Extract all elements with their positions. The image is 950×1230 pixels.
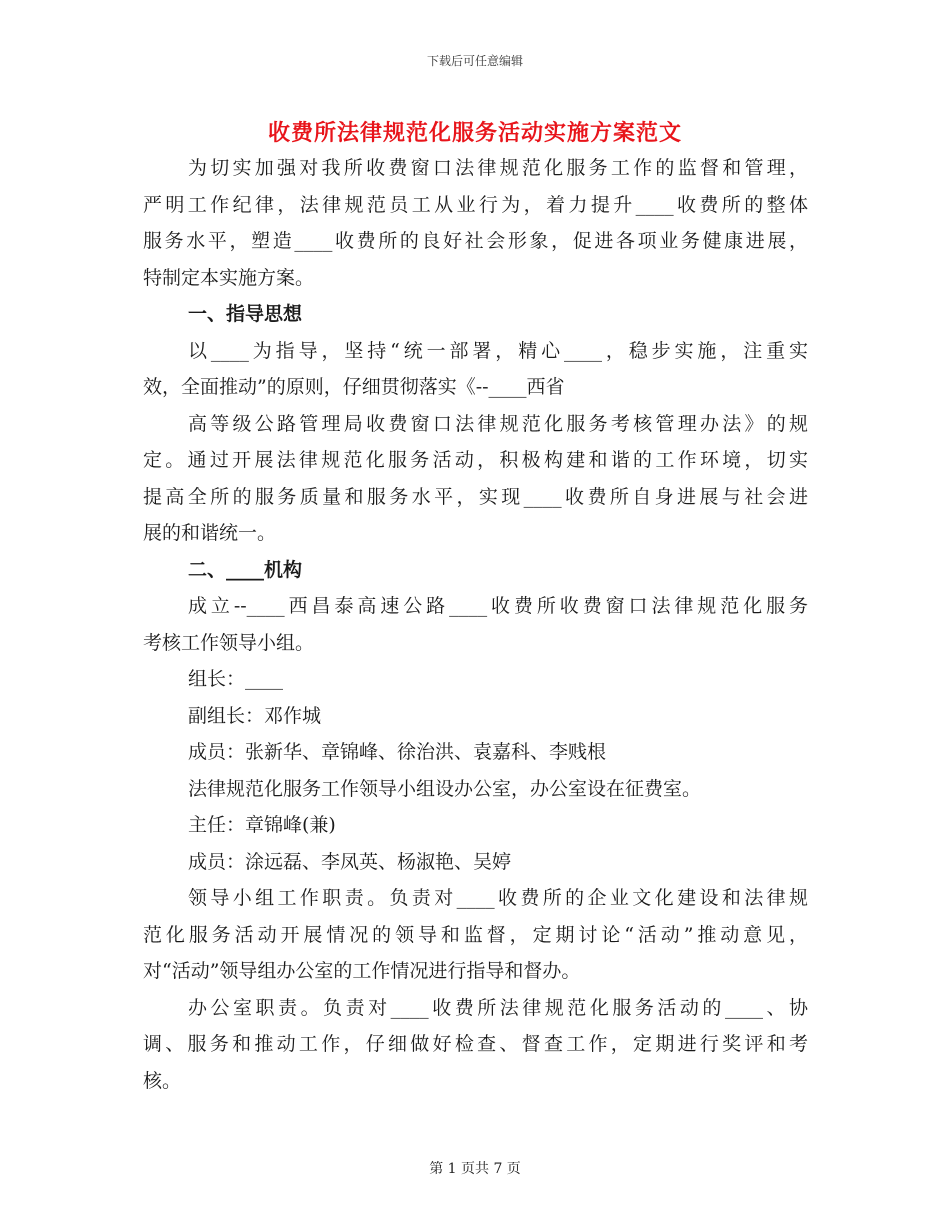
- members-line: 成员：张新华、章锦峰、徐治洪、袁嘉科、李贱根: [188, 741, 607, 763]
- paragraph-line: 高等级公路管理局收费窗口法律规范化服务考核管理办法》的规: [188, 412, 808, 435]
- document-title: 收费所法律规范化服务活动实施方案范文: [267, 120, 682, 146]
- paragraph-line: 服务水平，塑造____收费所的良好社会形象，促进各项业务健康进展，: [143, 230, 808, 252]
- paragraph-line: 为切实加强对我所收费窗口法律规范化服务工作的监督和管理，: [188, 157, 808, 179]
- paragraph-line: 办公室职责。负责对____收费所法律规范化服务活动的____、协: [188, 996, 808, 1019]
- paragraph-line: 考核工作领导小组。: [143, 631, 315, 654]
- paragraph-line: 提高全所的服务质量和服务水平，实现____收费所自身进展与社会进: [143, 485, 808, 508]
- paragraph-line: 调、服务和推动工作，仔细做好检查、督查工作，定期进行奖评和考: [143, 1033, 808, 1055]
- header-note: 下载后可任意编辑: [426, 54, 523, 68]
- paragraph-line: 以____为指导，坚持“统一部署，精心____，稳步实施，注重实: [188, 339, 808, 362]
- paragraph-line: 法律规范化服务工作领导小组设办公室，办公室设在征费室。: [188, 777, 702, 800]
- paragraph-line: 严明工作纪律，法律规范员工从业行为，着力提升____收费所的整体: [143, 193, 808, 216]
- page-number: 第 1 页共 7 页: [429, 1161, 521, 1177]
- paragraph-line: 定。通过开展法律规范化服务活动，积极构建和谐的工作环境，切实: [143, 449, 808, 471]
- paragraph-line: 核。: [143, 1069, 182, 1092]
- paragraph-line: 对“活动”领导组办公室的工作情况进行指导和督办。: [143, 960, 581, 982]
- office-members-line: 成员：涂远磊、李凤英、杨淑艳、吴婷: [188, 850, 512, 873]
- paragraph-line: 范化服务活动开展情况的领导和监督，定期讨论“活动”推动意见，: [143, 923, 808, 946]
- paragraph-line: 特制定本实施方案。: [143, 266, 315, 289]
- team-leader-line: 组长：____: [188, 668, 284, 690]
- paragraph-line: 领导小组工作职责。负责对____收费所的企业文化建设和法律规: [188, 887, 808, 909]
- deputy-leader-line: 副组长：邓作城: [188, 704, 322, 727]
- section-heading-organization: 二、____机构: [188, 558, 303, 581]
- director-line: 主任：章锦峰(兼): [188, 814, 336, 836]
- document-body: [143, 150, 808, 1099]
- paragraph-line: 展的和谐统一。: [143, 522, 277, 544]
- paragraph-line: 效，全面推动”的原则，仔细贯彻落实《--____西省: [143, 376, 565, 398]
- paragraph-line: 成立--____西昌泰高速公路____收费所收费窗口法律规范化服务: [188, 595, 808, 617]
- section-heading-guiding-ideology: 一、指导思想: [188, 303, 303, 325]
